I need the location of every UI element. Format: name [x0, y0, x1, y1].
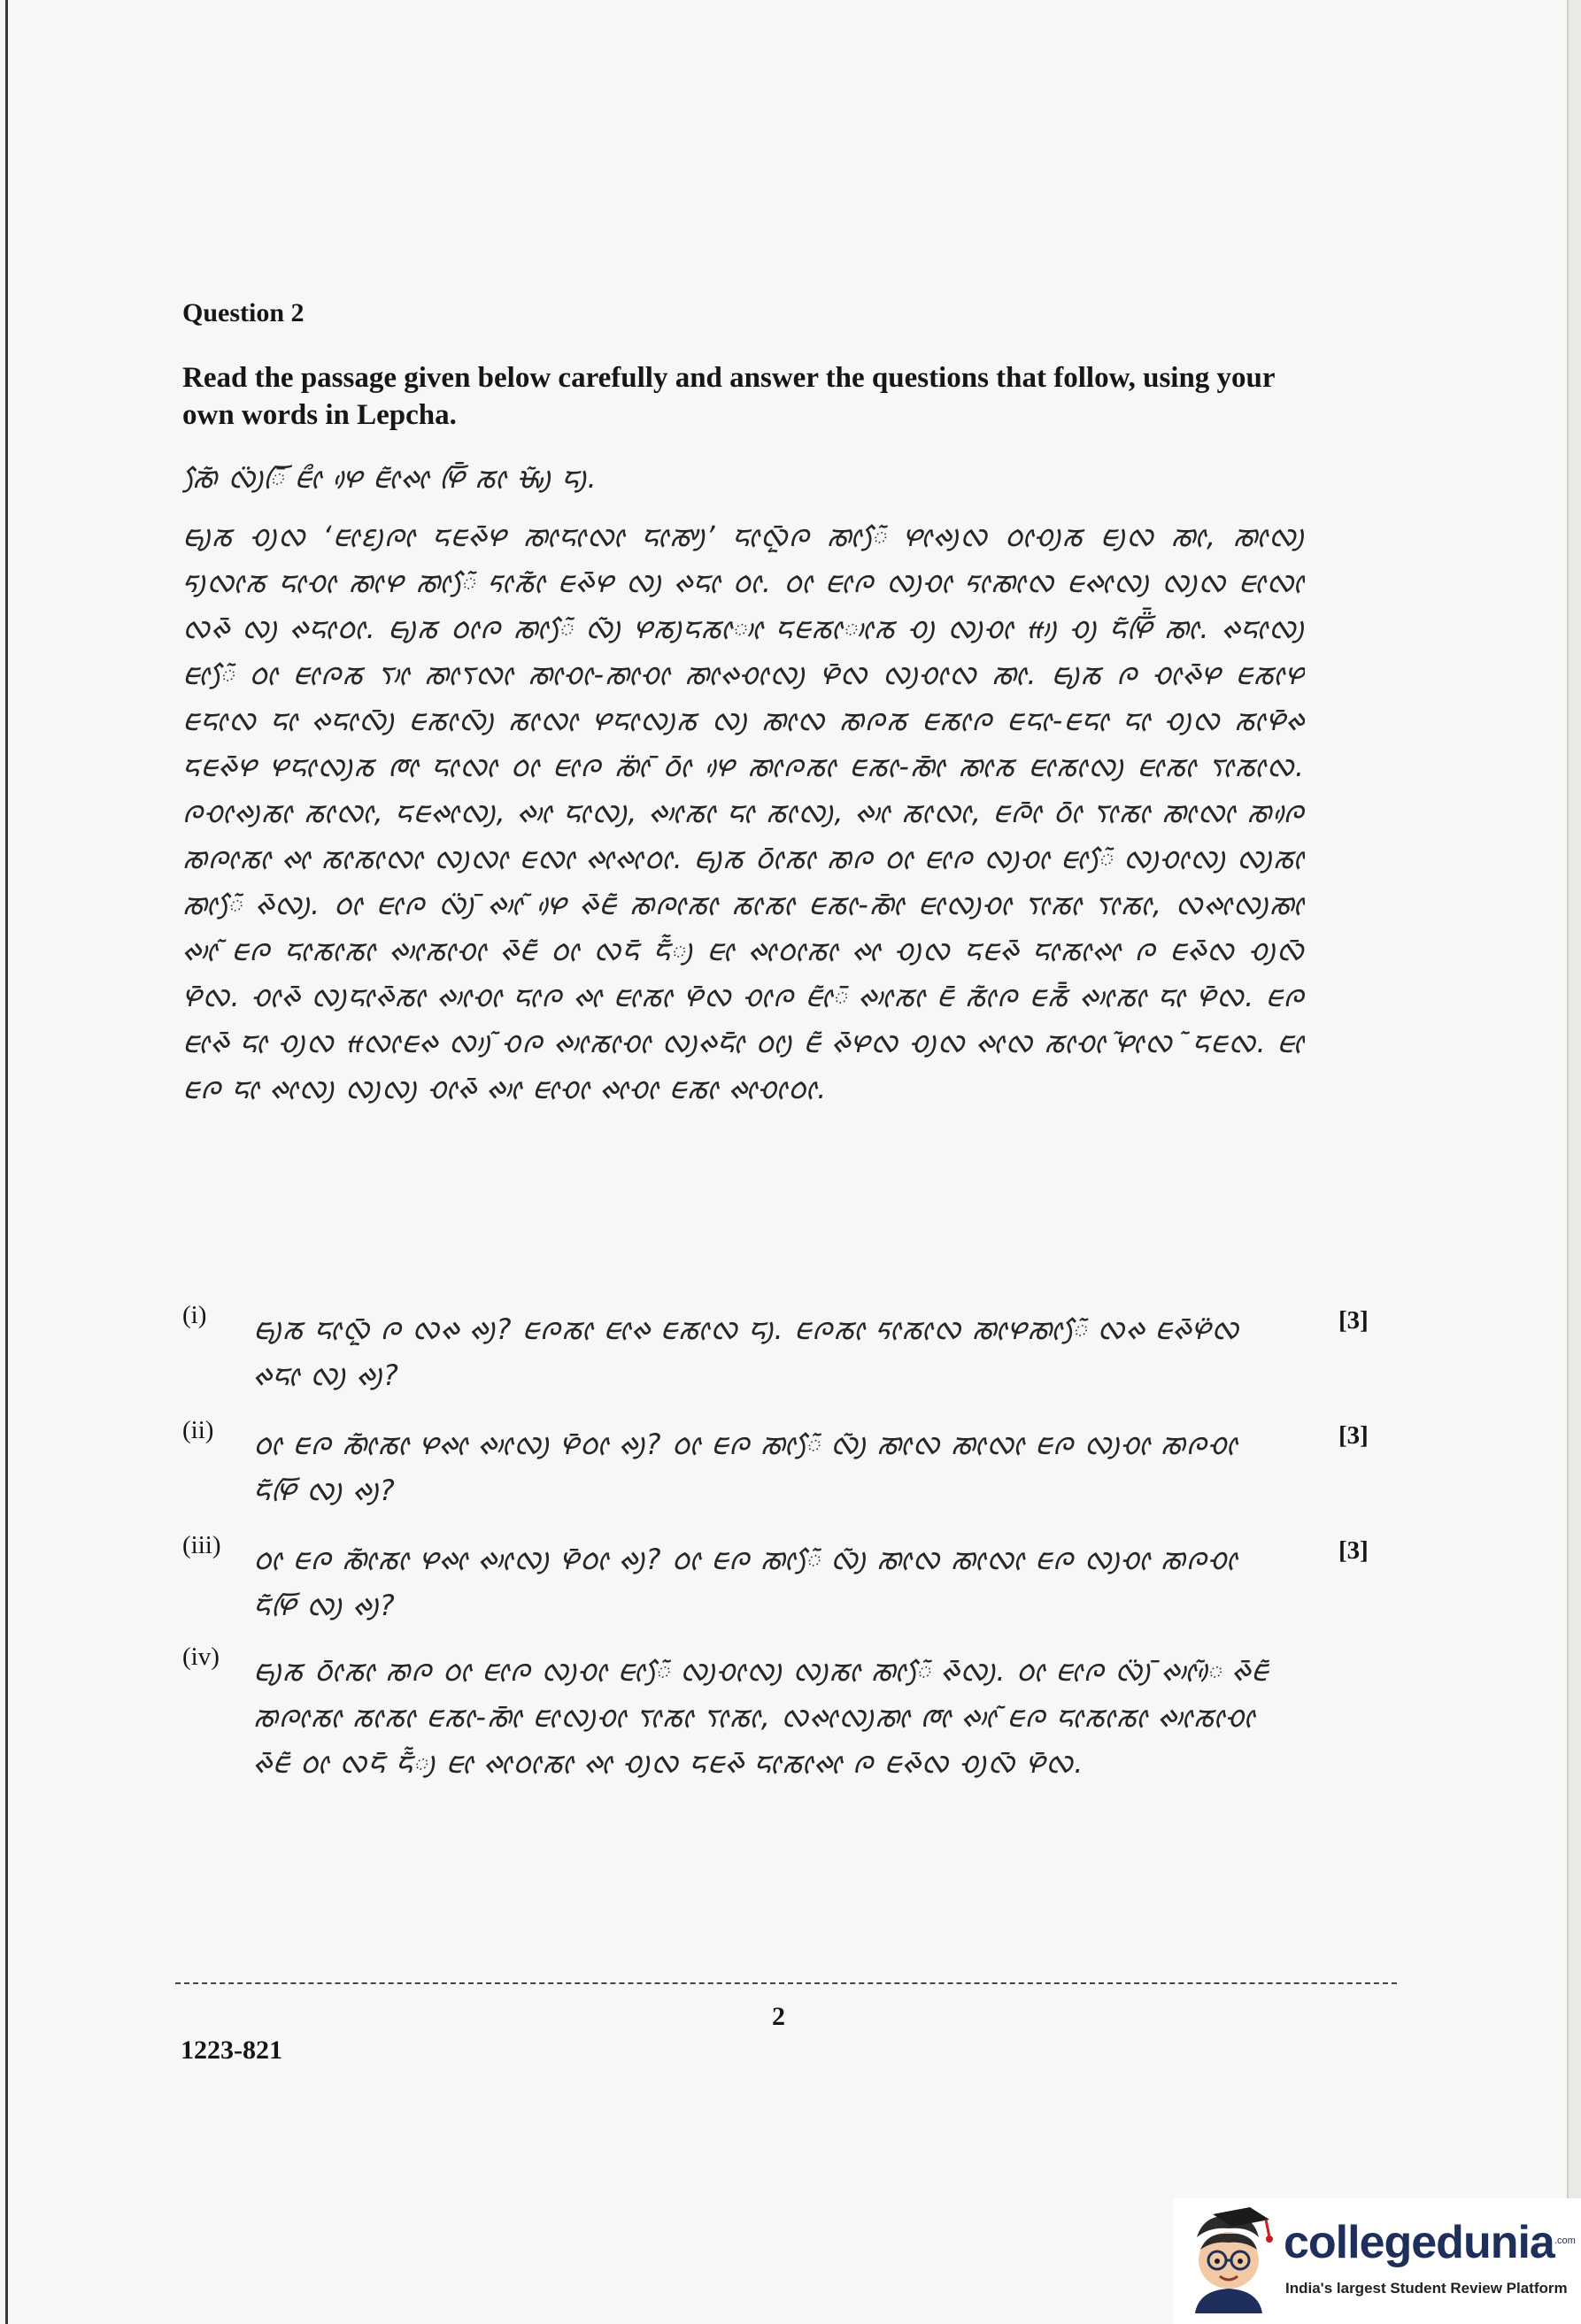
sub-question-text: ᰓᰦ ᰀᰍ ᰕᰥᰦᰶᰕᰦ ᰋᰊᰦ ᰊᰥᰦᰜᰪ ᰋᰳᰓᰦ ᰊᰪ? ᰓᰦ ᰀᰍ ᰕᰥᰦᰧᰶ ᰜᰪᰶ ᰕᰥᰦᰜ ᰕᰥᰦᰜᰦ ᰀᰍ ᰜᰪᰆᰦ ᰕᰥᰍᰆᰦ ᰏᰶᰋᰩ ᰜᰪ ᰊᰪ?: [253, 1543, 1238, 1622]
student-mascot-icon: [1177, 2207, 1276, 2313]
sub-question-text: ᰀᰥᰪᰕ ᰓᰦᰳᰕᰦ ᰕᰥᰍ ᰓᰦ ᰀᰦᰍ ᰜᰪᰆᰦ ᰀᰦᰧᰶ ᰜᰪᰆᰦᰜᰪ ᰜᰪᰕᰦ ᰕᰥᰦᰧᰶ ᰊᰳᰜᰪ. ᰓᰦ ᰀᰦᰍ ᰜᰪᰮᰳ ᰊᰥᰦᰶᰴ ᰊᰳᰀᰶ ᰕᰥᰍᰦᰕᰦ ᰕᰦᰕᰦ ᰀᰕᰦ-ᰕᰥᰦᰳ ᰀᰦᰜᰪᰆᰦ ᰛᰦᰕᰦ ᰛᰦᰕᰦ, ᰜᰊᰦᰜᰪᰕᰥᰦ ᰈᰦ ᰊᰥᰦᰶ ᰀᰍ ᰏᰦᰕᰦᰕᰦ ᰊᰥᰦᰕᰦᰆᰦ ᰊᰳᰀᰶ ᰓᰦ ᰜᰏᰳ ᰏᰶᰶᰪ ᰀᰦ ᰊᰦᰓᰦᰕᰦ ᰊᰦ ᰆᰪᰜ ᰏᰀᰊᰳ ᰏᰦᰕᰦᰊᰦ ᰍ ᰀᰊᰳᰜ ᰆᰪᰜᰳ ᰋᰳᰜ.: [253, 1654, 1269, 1780]
sub-question-i: [182, 1301, 1377, 1407]
brand-domain: .com: [1554, 2236, 1576, 2246]
passage-title: ᰕᰥᰧᰶ ᰜᰪᰮᰩᰳ ᰀᰦᰰ ᰋᰴ ᰀᰦᰶᰊᰦ ᰋᰩᰳ ᰕᰦ ᰝᰤᰪᰶ ᰏᰪ.: [182, 461, 598, 495]
brand-name: collegedunia: [1284, 2217, 1554, 2268]
footer-divider: [175, 1982, 1397, 1984]
marks-label: [3]: [1338, 1306, 1369, 1335]
marks-label: [3]: [1338, 1536, 1369, 1565]
sub-question-number: (i): [182, 1301, 207, 1329]
brand-watermark: [1174, 2198, 1581, 2324]
sub-question-text: ᰀᰥᰪᰕ ᰏᰦᰜᰬᰳ ᰍ ᰜᰊ ᰊᰪ? ᰀᰍᰕᰦ ᰀᰦᰊ ᰀᰕᰦᰜ ᰏᰪ. ᰀᰍᰕᰦ ᰁᰦᰕᰦᰜ ᰕᰥᰦᰋᰕᰥᰦᰧᰶ ᰜᰊ ᰀᰊᰳᰋᰮᰜ ᰊᰏᰦ ᰜᰪ ᰊᰪ?: [253, 1312, 1240, 1392]
sub-question-iii: [182, 1531, 1377, 1637]
question-heading: Question 2: [182, 298, 305, 327]
paper-code: 1223-821: [181, 2035, 282, 2065]
sub-question-iv: [182, 1643, 1377, 1837]
scan-edge-right: [1567, 0, 1581, 2324]
brand-tagline: India's largest Student Review Platform: [1285, 2280, 1568, 2297]
page-number: 2: [772, 2002, 785, 2031]
marks-label: [3]: [1338, 1421, 1369, 1450]
question-instruction: Read the passage given below carefully and answer the questions that follow, using your own words in Lepcha.: [182, 362, 1275, 431]
scan-edge-left: [5, 0, 8, 2324]
sub-question-text: ᰓᰦ ᰀᰍ ᰕᰥᰦᰶᰕᰦ ᰋᰊᰦ ᰊᰥᰦᰜᰪ ᰋᰳᰓᰦ ᰊᰪ? ᰓᰦ ᰀᰍ ᰕᰥᰦᰧᰶ ᰜᰪᰶ ᰕᰥᰦᰜ ᰕᰥᰦᰜᰦ ᰀᰍ ᰜᰪᰆᰦ ᰕᰥᰍᰆᰦ ᰏᰶᰋᰩ ᰜᰪ ᰊᰪ?: [253, 1427, 1238, 1507]
passage-body: ᰀᰥᰪᰕ ᰆᰪᰜ ‘ᰀᰦᰚᰪᰍᰦ ᰏᰀᰊᰳᰋ ᰕᰥᰦᰏᰦᰜᰦ ᰏᰦᰕᰤᰪ’ ᰏᰦᰜᰬᰳᰍ ᰕᰥᰦᰧᰶ ᰋᰦᰊᰪᰜ ᰓᰦᰆᰪᰕ ᰀᰪᰜ ᰕᰥᰦ, ᰕᰥᰦᰜᰪ ᰁᰪᰜᰦᰕ ᰏᰦᰆᰦ ᰕᰥᰦᰋ ᰕᰥᰦᰧᰶ ᰁᰦᰕᰦᰶ ᰀᰊᰳᰋ ᰜᰪ ᰊᰏᰦ ᰓᰦ. ᰓᰦ ᰀᰦᰍ ᰜᰪᰆᰦ ᰁᰦᰕᰥᰦᰜ ᰀᰊᰦᰜᰪ ᰜᰪᰜ ᰀᰦᰜᰦ ᰜᰊᰳ ᰜᰪ ᰊᰏᰦᰓᰦ. ᰀᰥᰪᰕ ᰓᰦᰍ ᰕᰥᰦᰧᰶ ᰜᰪᰶ ᰋᰕᰪᰏᰕᰦᰥᰦ ᰏᰀᰕᰦᰥᰦᰕ ᰆᰪ ᰜᰪᰆᰦ ᰙᰥᰪ ᰆᰪ ᰏᰶᰋᰩᰮᰳ ᰕᰥᰦ. ᰊᰏᰦᰜᰪ ᰀᰦᰧᰶ ᰓᰦ ᰀᰦᰍᰕ ᰛᰥᰦ ᰕᰥᰦᰛᰜᰦ ᰕᰥᰦᰆᰦ-ᰕᰥᰦᰆᰦ ᰕᰥᰦᰊᰆᰦᰜᰪ ᰋᰳᰜ ᰜᰪᰆᰦᰜ ᰕᰥᰦ. ᰀᰥᰪᰕ ᰍ ᰆᰦᰊᰳᰋ ᰀᰕᰦᰋ ᰀᰏᰦᰜ ᰏᰦ ᰊᰏᰦᰜᰪᰳ ᰀᰕᰦᰜᰪᰳ ᰕᰦᰜᰦ ᰋᰏᰦᰜᰪᰕ ᰜᰪ ᰕᰥᰦᰜ ᰕᰥᰍᰕ ᰀᰕᰦᰍ ᰀᰏᰦ-ᰀᰏᰦ ᰏᰦ ᰆᰪᰜ ᰕᰦᰋᰳᰊ ᰏᰀᰊᰳᰋ ᰋᰏᰦᰜᰪᰕ ᰈᰦ ᰏᰦᰜᰦ ᰓᰦ ᰀᰦᰍ ᰕᰥᰦᰮᰳ ᰓᰦᰳ ᰋᰴ ᰕᰥᰦᰍᰕᰦ ᰀᰕᰦ-ᰕᰥᰦᰳ ᰕᰥᰦᰕ ᰀᰦᰕᰦᰜᰪ ᰀᰦᰕᰦ ᰛᰦᰕᰦᰜ. ᰍᰆᰦᰊᰪᰕᰦ ᰕᰦᰜᰦ, ᰏᰀᰊᰦᰜᰪ, ᰊᰥᰦ ᰏᰦᰜᰪ, ᰊᰥᰦᰕᰦ ᰏᰦ ᰕᰦᰜᰪ, ᰊᰥᰦ ᰕᰦᰜᰦ, ᰀᰍᰦᰳ ᰓᰦᰳ ᰛᰦᰕᰦ ᰕᰥᰦᰜᰦ ᰕᰥᰍᰴ ᰕᰥᰍᰦᰕᰦ ᰊᰦ ᰕᰦᰕᰦᰜᰦ ᰜᰪᰜᰦ ᰀᰜᰦ ᰊᰦᰊᰦᰓᰦ. ᰀᰥᰪᰕ ᰓᰦᰳᰕᰦ ᰕᰥᰍ ᰓᰦ ᰀᰦᰍ ᰜᰪᰆᰦ ᰀᰦᰧᰶ ᰜᰪᰆᰦᰜᰪ ᰜᰪᰕᰦ ᰕᰥᰦᰧᰶ ᰊᰳᰜᰪ. ᰓᰦ ᰀᰦᰍ ᰜᰪᰮᰳ ᰊᰥᰦᰶ ᰋᰴ ᰊᰳᰀᰶ ᰕᰥᰍᰦᰕᰦ ᰕᰦᰕᰦ ᰀᰕᰦ-ᰕᰥᰦᰳ ᰀᰦᰜᰪᰆᰦ ᰛᰦᰕᰦ ᰛᰦᰕᰦ, ᰜᰊᰦᰜᰪᰕᰥᰦ ᰊᰥᰦᰶ ᰀᰍ ᰏᰦᰕᰦᰕᰦ ᰊᰥᰦᰕᰦᰆᰦ ᰊᰳᰀᰶ ᰓᰦ ᰜᰏᰳ ᰏᰶᰶᰪ ᰀᰦ ᰊᰦᰓᰦᰕᰦ ᰊᰦ ᰆᰪᰜ ᰏᰀᰊᰳ ᰏᰦᰕᰦᰊᰦ ᰍ ᰀᰊᰳᰜ ᰆᰪᰜᰳ ᰋᰳᰜ. ᰆᰦᰊᰳ ᰜᰪᰏᰦᰊᰳᰕᰦ ᰊᰥᰦᰆᰦ ᰏᰦᰍ ᰊᰦ ᰀᰦᰕᰦ ᰋᰳᰜ ᰆᰦᰍ ᰀᰦᰶᰳᰳ ᰊᰥᰦᰕᰦ ᰀᰳ ᰕᰦᰶᰍ ᰀᰕᰳᰳ ᰊᰥᰦᰕᰦ ᰏᰦ ᰋᰳᰜ. ᰀᰍ ᰀᰦᰊᰳ ᰏᰦ ᰆᰪᰜ ᰙᰜᰦᰀᰊ ᰜᰥᰪᰶ ᰆᰍ ᰊᰥᰦᰕᰦᰆᰦ ᰜᰪᰊᰏᰦᰳ ᰓᰦᰪ ᰀᰶ ᰊᰳᰋᰜ ᰆᰪᰜ ᰊᰦᰜ ᰕᰦᰆᰦ ᰶᰋᰦᰜ ᰶ ᰏᰀᰜ. ᰀᰦ ᰀᰍ ᰏᰦ ᰊᰦᰜᰪ ᰜᰪᰜᰪ ᰆᰦᰊᰳ ᰊᰥᰦ ᰀᰦᰆᰦ ᰊᰦᰆᰦ ᰀᰕᰦ ᰊᰦᰆᰦᰓᰦ.: [182, 519, 1305, 1105]
sub-question-number: (iii): [182, 1531, 221, 1559]
sub-question-ii: [182, 1416, 1377, 1522]
sub-question-number: (iv): [182, 1643, 220, 1671]
sub-question-number: (ii): [182, 1416, 214, 1444]
